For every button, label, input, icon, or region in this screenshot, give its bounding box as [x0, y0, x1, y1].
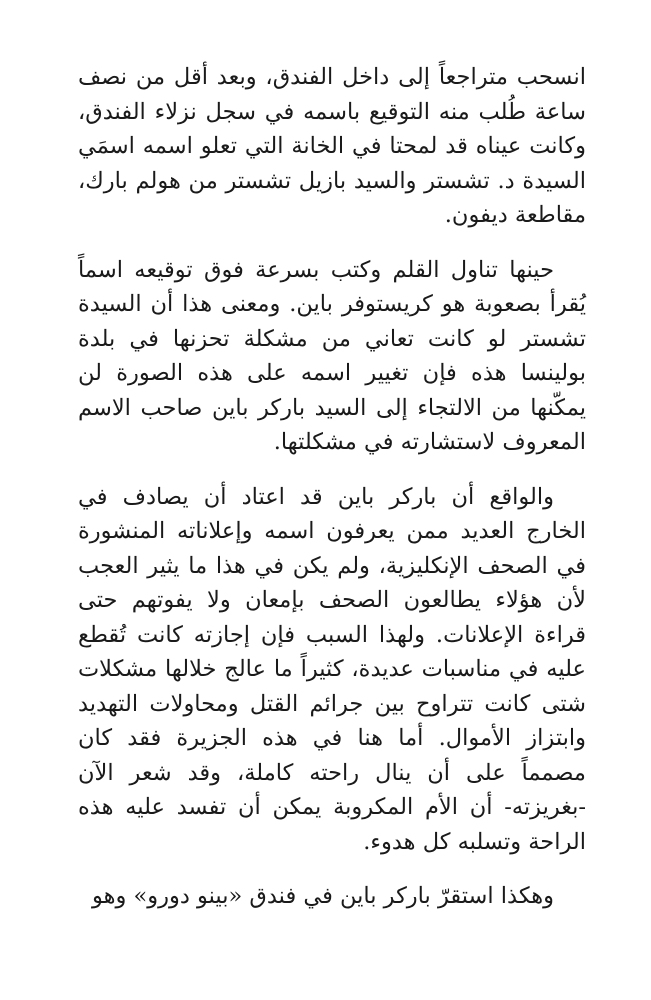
- paragraph-3: والواقع أن باركر باين قد اعتاد أن يصادف في الخارج العديد ممن يعرفون اسمه وإعلاناته المنشورة في الصحف الإنكليزية، ولم يكن في هذا ما يثير العجب لأن هؤلاء يطالعون الصحف بإمعان ولا يفوتهم حتى قراءة الإعلانات. ولهذا السبب فإن إجازته كانت تُقطع عليه في مناسبات عديدة، كثيراً ما عالج خلالها مشكلات شتى كانت تتراوح بين جرائم القتل ومحاولات التهديد وابتزاز الأموال. أما هنا في هذه الجزيرة فقد كان مصمماً على أن ينال راحته كاملة، وقد شعر الآن -بغريزته- أن الأم المكروبة يمكن أن تفسد عليه هذه الراحة وتسلبه كل هدوء.: [78, 483, 586, 855]
- paragraph-2: حينها تناول القلم وكتب بسرعة فوق توقيعه اسماً يُقرأ بصعوبة هو كريستوفر باين. ومعنى هذا أن السيدة تشستر لو كانت تعاني من مشكلة تحزنها في بلدة بولينسا هذه فإن تغيير اسمه على هذه الصورة لن يمكّنها من الالتجاء إلى السيد باركر باين صاحب الاسم المعروف لاستشارته في مشكلتها.: [78, 256, 586, 455]
- paragraph-4: وهكذا استقرّ باركر باين في فندق «بينو دورو» وهو: [91, 883, 554, 909]
- paragraph-1: انسحب متراجعاً إلى داخل الفندق، وبعد أقل من نصف ساعة طُلب منه التوقيع باسمه في سجل نزلاء الفندق، وكانت عيناه قد لمحتا في الخانة التي تعلو اسمه اسمَي السيدة د. تشستر والسيد بازيل تشستر من هولم بارك، مقاطعة ديفون.: [78, 64, 586, 228]
- book-page-text: [78, 60, 586, 914]
